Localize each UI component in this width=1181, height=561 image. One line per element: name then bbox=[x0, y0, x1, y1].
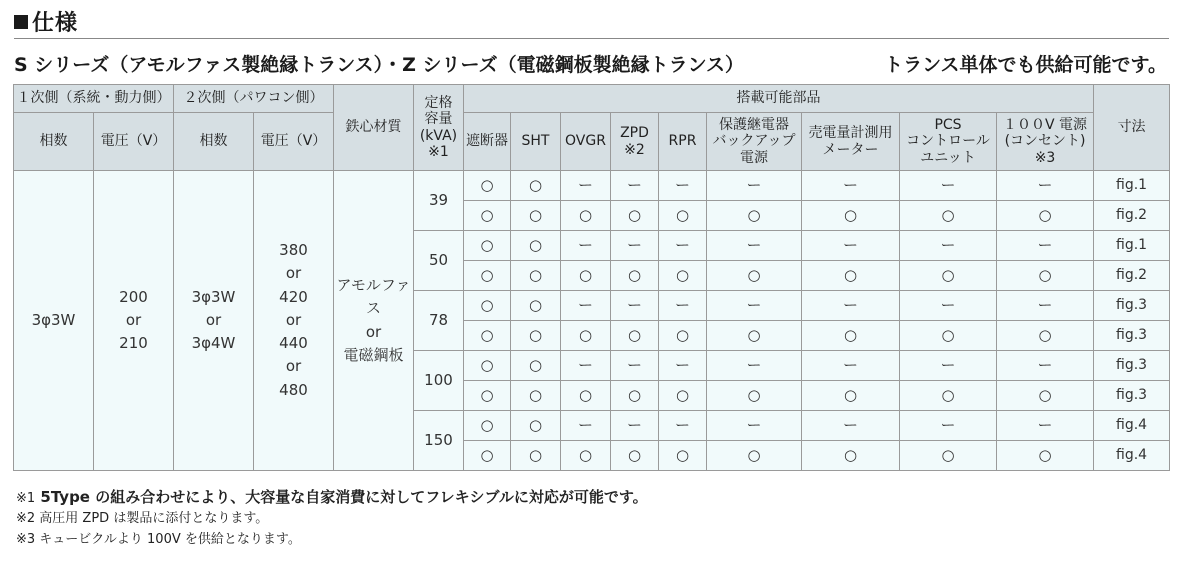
available-mark: ○ bbox=[900, 201, 997, 231]
available-mark: ○ bbox=[464, 381, 511, 411]
available-mark: ○ bbox=[997, 381, 1094, 411]
secondary-phase-cell: 3φ3W or 3φ4W bbox=[174, 171, 254, 471]
available-mark: ○ bbox=[707, 441, 802, 471]
available-mark: ○ bbox=[997, 321, 1094, 351]
secondary-phase-header: 相数 bbox=[174, 113, 254, 171]
available-mark: ○ bbox=[707, 201, 802, 231]
available-mark: ○ bbox=[659, 321, 707, 351]
section-heading-text: 仕様 bbox=[32, 11, 79, 36]
available-mark: ○ bbox=[561, 261, 611, 291]
available-mark: ○ bbox=[659, 441, 707, 471]
dimension-fig-cell: fig.3 bbox=[1094, 381, 1170, 411]
available-mark: ○ bbox=[707, 381, 802, 411]
footnote-3: ※3 キュービクルより 100V を供給となります。 bbox=[16, 532, 301, 547]
part-header: ZPD ※2 bbox=[611, 113, 659, 171]
unavailable-mark: ー bbox=[611, 231, 659, 261]
unavailable-mark: ー bbox=[900, 411, 997, 441]
primary-voltage-header: 電圧（V） bbox=[94, 113, 174, 171]
available-mark: ○ bbox=[511, 171, 561, 201]
heading-rule bbox=[14, 38, 1169, 39]
unavailable-mark: ー bbox=[707, 291, 802, 321]
dimension-fig-cell: fig.1 bbox=[1094, 171, 1170, 201]
primary-phase-cell: 3φ3W bbox=[14, 171, 94, 471]
footnotes bbox=[16, 487, 648, 550]
available-mark: ○ bbox=[611, 381, 659, 411]
available-mark: ○ bbox=[802, 381, 900, 411]
available-mark: ○ bbox=[511, 351, 561, 381]
available-mark: ○ bbox=[659, 201, 707, 231]
unavailable-mark: ー bbox=[707, 171, 802, 201]
part-header: 遮断器 bbox=[464, 113, 511, 171]
dimension-fig-cell: fig.2 bbox=[1094, 201, 1170, 231]
unavailable-mark: ー bbox=[659, 171, 707, 201]
available-mark: ○ bbox=[464, 261, 511, 291]
unavailable-mark: ー bbox=[659, 231, 707, 261]
available-mark: ○ bbox=[561, 201, 611, 231]
secondary-side-header: ２次側（パワコン側） bbox=[174, 85, 334, 113]
available-mark: ○ bbox=[659, 261, 707, 291]
unavailable-mark: ー bbox=[659, 411, 707, 441]
footnote-1-mark: ※1 bbox=[16, 491, 36, 506]
available-mark: ○ bbox=[464, 201, 511, 231]
unavailable-mark: ー bbox=[997, 411, 1094, 441]
section-heading bbox=[14, 6, 78, 37]
unavailable-mark: ー bbox=[900, 231, 997, 261]
available-mark: ○ bbox=[900, 261, 997, 291]
table-row bbox=[14, 171, 1170, 201]
unavailable-mark: ー bbox=[611, 291, 659, 321]
rated-capacity-header: 定格 容量 (kVA) ※1 bbox=[414, 85, 464, 171]
available-mark: ○ bbox=[511, 441, 561, 471]
dimension-fig-cell: fig.3 bbox=[1094, 291, 1170, 321]
table-body bbox=[14, 171, 1170, 471]
available-mark: ○ bbox=[511, 201, 561, 231]
part-header: SHT bbox=[511, 113, 561, 171]
unavailable-mark: ー bbox=[561, 351, 611, 381]
unavailable-mark: ー bbox=[707, 411, 802, 441]
unavailable-mark: ー bbox=[561, 411, 611, 441]
available-mark: ○ bbox=[802, 261, 900, 291]
core-material-cell: アモルファス or 電磁鋼板 bbox=[334, 171, 414, 471]
available-mark: ○ bbox=[802, 321, 900, 351]
available-mark: ○ bbox=[707, 261, 802, 291]
unavailable-mark: ー bbox=[707, 231, 802, 261]
unavailable-mark: ー bbox=[997, 231, 1094, 261]
unavailable-mark: ー bbox=[900, 171, 997, 201]
available-mark: ○ bbox=[511, 411, 561, 441]
dimension-fig-cell: fig.3 bbox=[1094, 321, 1170, 351]
part-header: PCS コントロール ユニット bbox=[900, 113, 997, 171]
secondary-voltage-header: 電圧（V） bbox=[254, 113, 334, 171]
unavailable-mark: ー bbox=[611, 411, 659, 441]
series-title: S シリーズ（アモルファス製絶縁トランス）・Z シリーズ（電磁鋼板製絶縁トランス） bbox=[14, 54, 745, 76]
spec-table bbox=[13, 84, 1170, 471]
available-mark: ○ bbox=[900, 441, 997, 471]
part-header: 売電量計測用 メーター bbox=[802, 113, 900, 171]
available-mark: ○ bbox=[464, 171, 511, 201]
available-mark: ○ bbox=[997, 441, 1094, 471]
series-note: トランス単体でも供給可能です。 bbox=[884, 54, 1167, 76]
dimension-fig-cell: fig.1 bbox=[1094, 231, 1170, 261]
available-mark: ○ bbox=[464, 321, 511, 351]
available-mark: ○ bbox=[561, 321, 611, 351]
available-mark: ○ bbox=[611, 201, 659, 231]
available-mark: ○ bbox=[900, 321, 997, 351]
footnote-2: ※2 高圧用 ZPD は製品に添付となります。 bbox=[16, 511, 269, 526]
unavailable-mark: ー bbox=[900, 351, 997, 381]
capacity-cell: 78 bbox=[414, 291, 464, 351]
available-mark: ○ bbox=[464, 351, 511, 381]
available-mark: ○ bbox=[707, 321, 802, 351]
available-mark: ○ bbox=[997, 201, 1094, 231]
primary-phase-header: 相数 bbox=[14, 113, 94, 171]
unavailable-mark: ー bbox=[561, 291, 611, 321]
available-mark: ○ bbox=[659, 381, 707, 411]
unavailable-mark: ー bbox=[611, 171, 659, 201]
capacity-cell: 50 bbox=[414, 231, 464, 291]
unavailable-mark: ー bbox=[802, 351, 900, 381]
available-mark: ○ bbox=[802, 201, 900, 231]
available-mark: ○ bbox=[464, 231, 511, 261]
available-mark: ○ bbox=[900, 381, 997, 411]
dimension-fig-cell: fig.4 bbox=[1094, 441, 1170, 471]
footnote-1 bbox=[16, 487, 648, 508]
unavailable-mark: ー bbox=[561, 171, 611, 201]
dimension-fig-cell: fig.3 bbox=[1094, 351, 1170, 381]
unavailable-mark: ー bbox=[997, 291, 1094, 321]
primary-side-header: １次側（系統・動力側） bbox=[14, 85, 174, 113]
dimension-fig-cell: fig.4 bbox=[1094, 411, 1170, 441]
unavailable-mark: ー bbox=[802, 411, 900, 441]
unavailable-mark: ー bbox=[802, 171, 900, 201]
primary-voltage-cell: 200 or 210 bbox=[94, 171, 174, 471]
unavailable-mark: ー bbox=[802, 231, 900, 261]
parts-group-header: 搭載可能部品 bbox=[464, 85, 1094, 113]
table-header bbox=[14, 85, 1170, 171]
unavailable-mark: ー bbox=[997, 351, 1094, 381]
available-mark: ○ bbox=[511, 261, 561, 291]
part-header: 保護継電器 バックアップ 電源 bbox=[707, 113, 802, 171]
dimension-header: 寸法 bbox=[1094, 85, 1170, 171]
footnote-1-text: 5Type の組み合わせにより、大容量な自家消費に対してフレキシブルに対応が可能です。 bbox=[40, 488, 648, 506]
available-mark: ○ bbox=[511, 381, 561, 411]
part-header: RPR bbox=[659, 113, 707, 171]
available-mark: ○ bbox=[511, 291, 561, 321]
available-mark: ○ bbox=[561, 441, 611, 471]
secondary-voltage-cell: 380 or 420 or 440 or 480 bbox=[254, 171, 334, 471]
unavailable-mark: ー bbox=[997, 171, 1094, 201]
unavailable-mark: ー bbox=[659, 351, 707, 381]
capacity-cell: 100 bbox=[414, 351, 464, 411]
available-mark: ○ bbox=[611, 321, 659, 351]
available-mark: ○ bbox=[464, 411, 511, 441]
dimension-fig-cell: fig.2 bbox=[1094, 261, 1170, 291]
available-mark: ○ bbox=[464, 441, 511, 471]
available-mark: ○ bbox=[561, 381, 611, 411]
unavailable-mark: ー bbox=[611, 351, 659, 381]
square-bullet-icon bbox=[14, 15, 28, 29]
unavailable-mark: ー bbox=[561, 231, 611, 261]
capacity-cell: 150 bbox=[414, 411, 464, 471]
unavailable-mark: ー bbox=[900, 291, 997, 321]
available-mark: ○ bbox=[511, 231, 561, 261]
unavailable-mark: ー bbox=[659, 291, 707, 321]
capacity-cell: 39 bbox=[414, 171, 464, 231]
available-mark: ○ bbox=[997, 261, 1094, 291]
available-mark: ○ bbox=[511, 321, 561, 351]
available-mark: ○ bbox=[611, 441, 659, 471]
part-header: １００V 電源 (コンセント) ※3 bbox=[997, 113, 1094, 171]
unavailable-mark: ー bbox=[802, 291, 900, 321]
available-mark: ○ bbox=[802, 441, 900, 471]
core-material-header: 鉄心材質 bbox=[334, 85, 414, 171]
part-header: OVGR bbox=[561, 113, 611, 171]
available-mark: ○ bbox=[611, 261, 659, 291]
available-mark: ○ bbox=[464, 291, 511, 321]
unavailable-mark: ー bbox=[707, 351, 802, 381]
